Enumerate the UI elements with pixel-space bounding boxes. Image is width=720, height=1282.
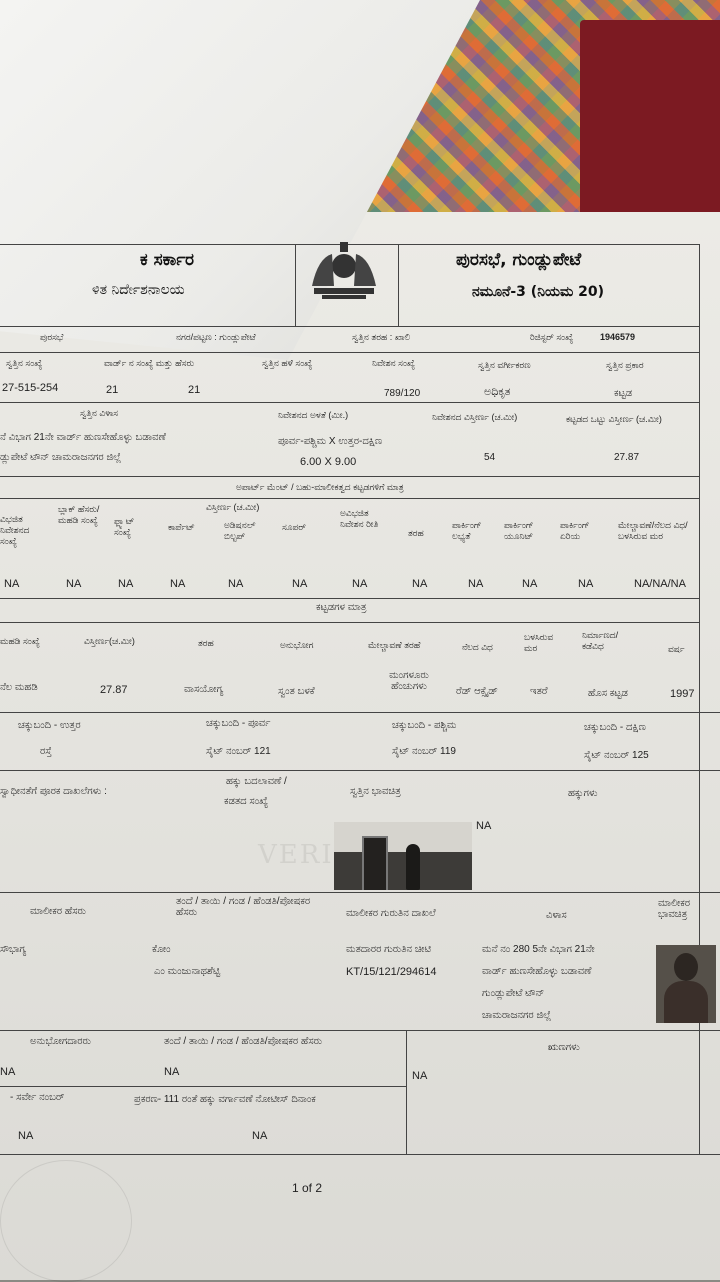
- liabilities-value: NA: [412, 1070, 428, 1082]
- owner-header: ತಂದೆ / ತಾಯಿ / ಗಂಡ / ಹೆಂಡತಿ/ಪೋಷಕರ ಹೆಸರು: [176, 896, 311, 918]
- owner-address: ಗುಂಡ್ಲುಪೇಟೆ ಟೌನ್: [482, 988, 545, 999]
- apartment-area-header: ವಿಸ್ತೀರ್ಣ (ಚ.ಮೀ): [206, 502, 260, 512]
- construction-year: 1997: [670, 688, 695, 700]
- faded-stamp: [0, 1160, 132, 1282]
- prop-header: ವಾರ್ಡ್ ನ ಸಂಖ್ಯೆ ಮತ್ತು ಹೆಸರು: [104, 358, 195, 368]
- docs-label: ಸ್ವಾಧೀನತೆಗೆ ಪೂರಕ ದಾಖಲೆಗಳು :: [0, 786, 107, 797]
- prop-header: ಸ್ವತ್ತಿನ ಪ್ರಕಾರ: [606, 360, 644, 370]
- apt-header: ವಿಭಜಿತ ನಿವೇಶನದ ಸಂಖ್ಯೆ: [0, 514, 30, 546]
- apt-value: NA: [292, 578, 308, 590]
- header-right-line1: ಪುರಸಭೆ, ಗುಂಡ್ಲುಪೇಟೆ: [456, 250, 582, 270]
- apt-header: ಪಾರ್ಕಿಂಗ್ ಯೂನಿಟ್: [504, 520, 534, 541]
- register-number: 1946579: [600, 332, 636, 342]
- bld-header: ನಿರ್ಮಾಣದ/ ಕಡೆವಿಧ: [582, 630, 619, 651]
- floor-number: ನೆಲ ಮಹಡಿ: [0, 682, 38, 693]
- notice-label: ಪ್ರಕರಣ- 111 ರಂತೆ ಹಕ್ಕು ವರ್ಗಾವಣೆ ನೋಟೀಸ್ ದಿನಾಂಕ: [134, 1094, 316, 1105]
- apartment-banner: ಅಪಾರ್ಟ್ ಮೆಂಟ್ / ಬಹು-ಮಾಲೀಕತ್ವದ ಕಟ್ಟಡಗಳಿಗೆ ಮಾತ್ರ: [236, 482, 404, 492]
- register-label: ರಿಜಿಸ್ಟರ್ ಸಂಖ್ಯೆ: [530, 332, 574, 342]
- south-label: ಚಕ್ಕುಬಂದಿ - ದಕ್ಷಿಣ: [584, 722, 646, 733]
- occupancy: ಸ್ವಂತ ಬಳಕೆ: [278, 686, 315, 697]
- prop-header: ಸ್ವತ್ತಿನ ವರ್ಗೀಕರಣ: [478, 360, 531, 370]
- property-photo: [334, 822, 472, 890]
- apt-header: ಮೇಲ್ಚಾವಣೆ/ನೆಲದ ವಿಧ/ಬಳಸಿರುವ ಮರ: [618, 520, 688, 541]
- addr-header: ನಿವೇಶನದ ವಿಸ್ತೀರ್ಣ (ಚ.ಮೀ): [432, 412, 518, 422]
- usage-type: ವಾಸಯೋಗ್ಯ: [184, 684, 224, 695]
- photo-wall: [334, 822, 472, 852]
- prop-header: ಸ್ವತ್ತಿನ ಸಂಖ್ಯೆ: [6, 358, 43, 368]
- apt-header: ತರಹ: [408, 528, 424, 538]
- rule: [0, 402, 699, 403]
- header-right-line2: ನಮೂನೆ-3 (ನಿಯಮ 20): [472, 284, 605, 300]
- folder-red-panel: [580, 20, 720, 220]
- rule: [0, 326, 699, 327]
- building-banner: ಕಟ್ಟಡಗಳ ಮಾತ್ರ: [316, 602, 367, 613]
- apt-value: NA: [412, 578, 428, 590]
- old-number: 21: [188, 384, 201, 396]
- rule: [0, 712, 720, 713]
- rule: [0, 770, 720, 771]
- prop-header: ಸ್ವತ್ತಿನ ಹಳೆ ಸಂಖ್ಯೆ: [262, 358, 313, 368]
- photo-na: NA: [476, 820, 492, 832]
- watermark: VERI: [258, 840, 334, 870]
- bld-header: ನೆಲದ ವಿಧ: [462, 642, 493, 652]
- owner-photo-head: [674, 953, 698, 981]
- apt-value: NA: [66, 578, 82, 590]
- owner-address: ಮನೆ ನಂ 280 5ನೇ ವಿಭಾಗ 21ನೇ: [482, 944, 595, 955]
- rule: [0, 892, 720, 893]
- rule: [295, 244, 296, 326]
- apt-header: ಬ್ಲಾಕ್ ಹೆಸರು/ ಮಹಡಿ ಸಂಖ್ಯೆ: [58, 504, 100, 525]
- floor-area: 27.87: [100, 684, 128, 696]
- owner-header: ವಿಳಾಸ: [546, 910, 567, 921]
- address-line1: ನೆ ವಿಭಾಗ 21ನೇ ವಾರ್ಡ್ ಹುಣಸೇಹೊಳ್ಳು ಬಡಾವಣೆ: [0, 432, 166, 443]
- west-boundary: ಸೈಟ್ ನಂಬರ್ 119: [392, 746, 456, 757]
- apt-header: ಸೂಪರ್: [282, 522, 306, 532]
- addr-header: ನಿವೇಶನದ ಅಳತೆ (ಮೀ.): [278, 410, 349, 420]
- bld-header: ತರಹ: [198, 638, 214, 648]
- town-label: ನಗರ/ಪಟ್ಟಣ : ಗುಂಡ್ಲುಪೇಟೆ: [176, 332, 256, 342]
- construction-type: ಹೊಸ ಕಟ್ಟಡ: [588, 688, 628, 699]
- apt-value: NA: [522, 578, 538, 590]
- photo-door: [362, 836, 388, 890]
- relation-name: ಎಂ ಮಂಜುನಾಥಶೆಟ್ಟಿ: [154, 966, 221, 977]
- east-label: ಚಕ್ಕುಬಂದಿ - ಪೂರ್ವ: [206, 718, 271, 729]
- apt-header: ಪಾರ್ಕಿಂಗ್ ಏರಿಯ: [560, 520, 590, 541]
- east-boundary: ಸೈಟ್ ನಂಬರ್ 121: [206, 746, 271, 757]
- apt-header: ಕಾರ್ಪೆಟ್: [168, 522, 195, 532]
- rule: [398, 244, 399, 326]
- owner-header: ಮಾಲೀಕರ ಹೆಸರು: [30, 906, 86, 917]
- rule: [0, 1030, 720, 1031]
- apt-header: ಫ್ಲ್ಯಾಟ್ ಸಂಖ್ಯೆ: [114, 516, 135, 537]
- photo-person: [406, 844, 420, 890]
- rule: [0, 598, 699, 599]
- header-left-line1: ಕ ಸರ್ಕಾರ: [140, 250, 195, 270]
- wood-type: ಇತರೆ: [530, 686, 548, 697]
- rule: [406, 1030, 407, 1154]
- address-line2: ಡ್ಲುಪೇಟೆ ಟೌನ್ ಚಾಮರಾಜನಗರ ಜಿಲ್ಲೆ: [0, 452, 122, 463]
- site-number: 789/120: [384, 388, 421, 399]
- municipality-label: ಪುರಸಭೆ: [40, 332, 64, 342]
- south-boundary: ಸೈಟ್ ನಂಬರ್ 125: [584, 750, 649, 761]
- survey-label: - ಸರ್ವೇ ನಂಬರ್: [10, 1092, 65, 1103]
- owner-address: ವಾರ್ಡ್ ಹುಣಸೇಹೊಳ್ಳು ಬಡಾವಣೆ: [482, 966, 592, 977]
- building-area: 27.87: [614, 452, 640, 463]
- apt-value: NA: [4, 578, 20, 590]
- relation-type: ಕೋಂ: [152, 944, 171, 955]
- notice-value: NA: [252, 1130, 268, 1142]
- rule: [0, 1154, 720, 1155]
- property-type-label: ಸ್ವತ್ತಿನ ತರಹ : ಖಾಲಿ: [352, 332, 411, 342]
- apt-value: NA: [352, 578, 368, 590]
- apt-value: NA: [578, 578, 594, 590]
- bld-header: ಬಳಸಿರುವ ಮರ: [524, 632, 554, 653]
- occupant-relation-value: NA: [164, 1066, 180, 1078]
- ward-number: 21: [106, 384, 119, 396]
- addr-header: ಸ್ವತ್ತಿನ ವಿಳಾಸ: [80, 408, 119, 418]
- west-label: ಚಕ್ಕುಬಂದಿ - ಪಶ್ಚಿಮ: [392, 720, 457, 731]
- north-boundary: ರಸ್ತೆ: [40, 746, 52, 757]
- occupant-label: ಅನುಭೋಗದಾರರು: [30, 1036, 91, 1047]
- page-number: 1 of 2: [292, 1181, 323, 1195]
- transfer-label: ಕಡತದ ಸಂಖ್ಯೆ: [224, 796, 269, 807]
- measure-line2: 6.00 X 9.00: [300, 456, 357, 468]
- prop-header: ನಿವೇಶನ ಸಂಖ್ಯೆ: [372, 358, 416, 368]
- owner-photo-body: [664, 981, 708, 1023]
- apt-value: NA: [228, 578, 244, 590]
- occupant-value: NA: [0, 1066, 16, 1078]
- id-type: ಮತದಾರರ ಗುರುತಿನ ಚೀಟಿ: [346, 944, 431, 955]
- occupant-relation-label: ತಂದೆ / ತಾಯಿ / ಗಂಡ / ಹೆಂಡತಿ/ಪೋಷಕರ ಹೆಸರು: [164, 1036, 323, 1047]
- photo-label: ಸ್ವತ್ತಿನ ಭಾವಚಿತ್ರ: [350, 786, 401, 797]
- state-emblem-icon: [304, 240, 384, 308]
- measure-line1: ಪೂರ್ವ-ಪಶ್ಚಿಮ X ಉತ್ತರ-ದಕ್ಷಿಣ: [278, 436, 383, 447]
- document-paper: [0, 212, 720, 1280]
- bld-header: ಮೇಲ್ಚಾವಣೆ ತರಹೆ: [368, 640, 421, 650]
- owner-photo: [656, 945, 716, 1023]
- survey-value: NA: [18, 1130, 34, 1142]
- north-label: ಚಕ್ಕುಬಂದಿ - ಉತ್ತರ: [18, 720, 81, 731]
- bld-header: ಅನುಭೋಗ: [280, 640, 314, 650]
- roof-type: ಮಂಗಳೂರು ಹೆಂಚುಗಳು: [389, 670, 429, 692]
- header-left-line2: ಳಿತ ನಿರ್ದೇಶನಾಲಯ: [92, 282, 185, 298]
- liabilities-label: ಋಣಗಳು: [548, 1042, 580, 1053]
- apt-value: NA: [118, 578, 134, 590]
- property-kind: ಕಟ್ಟಡ: [614, 388, 633, 399]
- apt-header: ಅವಿಭಜಿತ ನಿವೇಶನ ರೀತಿ: [340, 508, 379, 529]
- owner-header: ಮಾಲೀಕರ ಭಾವಚಿತ್ರ: [658, 898, 691, 920]
- apt-header: ಪಾರ್ಕಿಂಗ್ ಲಭ್ಯತೆ: [452, 520, 482, 541]
- apt-value: NA: [170, 578, 186, 590]
- owner-address: ಚಾಮರಾಜನಗರ ಜಿಲ್ಲೆ: [482, 1010, 552, 1021]
- classification: ಅಧಿಕೃತ: [484, 386, 511, 398]
- rights-label: ಹಕ್ಕುಗಳು: [568, 788, 598, 799]
- rule: [0, 476, 699, 477]
- rule: [0, 622, 699, 623]
- bld-header: ಮಹಡಿ ಸಂಖ್ಯೆ: [0, 636, 40, 646]
- apt-value: NA/NA/NA: [634, 578, 686, 590]
- floor-type: ರೆಡ್ ಆಕ್ಸೈಡ್: [456, 686, 498, 697]
- apt-value: NA: [468, 578, 484, 590]
- owner-header: ಮಾಲೀಕರ ಗುರುತಿನ ದಾಖಲೆ: [346, 908, 436, 919]
- bld-header: ವರ್ಷ: [668, 644, 685, 654]
- addr-header: ಕಟ್ಟಡದ ಒಟ್ಟು ವಿಸ್ತೀರ್ಣ (ಚ.ಮೀ): [566, 414, 662, 424]
- apt-header: ಅಡಿಷನಲ್ ಬಿಲ್ಟಪ್: [224, 520, 256, 541]
- rule: [0, 1086, 406, 1087]
- property-number: 27-515-254: [2, 382, 59, 394]
- id-number: KT/15/121/294614: [346, 966, 437, 978]
- rule: [0, 498, 699, 499]
- transfer-label: ಹಕ್ಕು ಬದಲಾವಣೆ /: [226, 776, 287, 787]
- bld-header: ವಿಸ್ತೀರ್ಣ(ಚ.ಮೀ): [84, 636, 135, 646]
- rule: [0, 352, 699, 353]
- site-area: 54: [484, 452, 496, 463]
- owner-name: ಸೌಭಾಗ್ಯ: [0, 944, 27, 955]
